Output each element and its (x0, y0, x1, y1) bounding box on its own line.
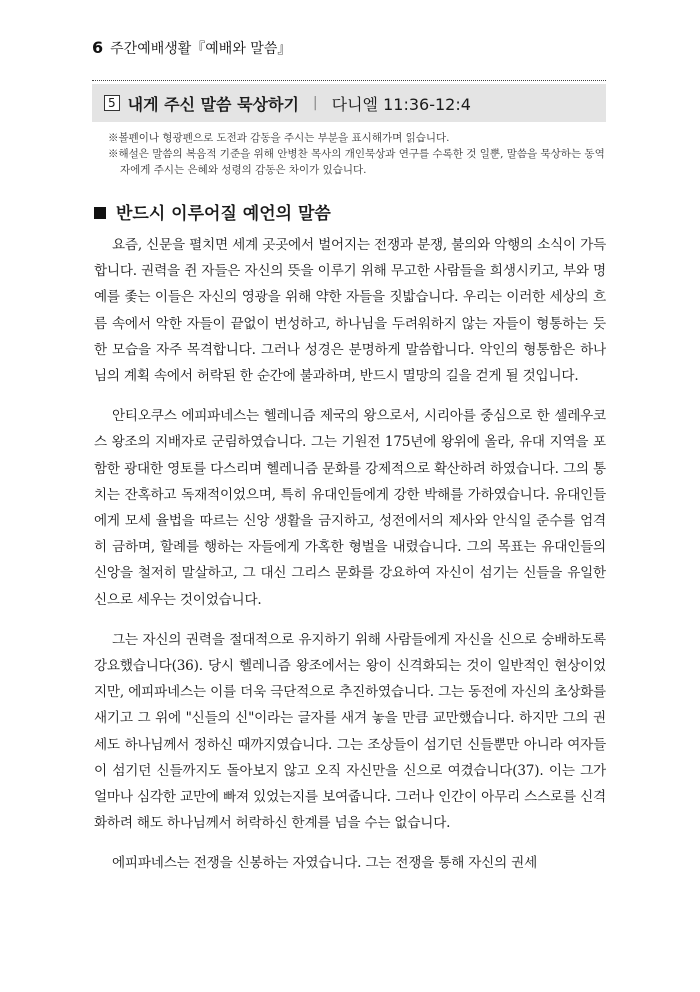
page-number: 6 (92, 38, 104, 57)
book-title: 주간예배생활『예배와 말씀』 (110, 41, 292, 57)
meditation-title-box (92, 84, 606, 122)
paragraph: 요즘, 신문을 펼치면 세계 곳곳에서 벌어지는 전쟁과 분쟁, 불의와 악행의 소식이 가득합니다. 권력을 쥔 자들은 자신의 뜻을 이루기 위해 무고한 사람들을 희생시키고, 부와 명예를 좇는 이들은 자신의 영광을 위해 약한 자들을 짓밟습니다. 우리는 이러한 세상의 흐름 속에서 악한 자들이 끝없이 번성하고, 하나님을 두려워하지 않는 자들이 형통하는 듯한 모습을 자주 목격합니다. 그러나 성경은 분명하게 말씀합니다. 악인의 형통함은 하나님의 계획 속에서 허락된 한 순간에 불과하며, 반드시 멸망의 길을 걷게 될 것입니다. (94, 237, 606, 385)
title-separator: | (312, 95, 318, 111)
body-text (94, 232, 606, 891)
running-header (92, 38, 291, 58)
meditation-title: 내게 주신 말씀 묵상하기 (127, 94, 299, 114)
section-heading-text: 반드시 이루어질 예언의 말씀 (116, 204, 331, 224)
reading-notes (108, 130, 608, 178)
note-item: ※해설은 말씀의 복음적 기준을 위해 안병찬 목사의 개인묵상과 연구를 수록한 것 일뿐, 말씀을 묵상하는 동역자에게 주시는 은혜와 성령의 감동은 차이가 있습니다. (108, 148, 605, 176)
scripture-passage: 다니엘 11:36-12:4 (331, 94, 471, 114)
paragraph: 그는 자신의 권력을 절대적으로 유지하기 위해 사람들에게 자신을 신으로 숭배하도록 강요했습니다(36). 당시 헬레니즘 왕조에서는 왕이 신격화되는 것이 일반적인 현상이었지만, 에피파네스는 이를 더욱 극단적으로 추진하였습니다. 그는 동전에 자신의 초상화를 새기고 그 위에 "신들의 신"이라는 글자를 새겨 놓을 만큼 교만했습니다. 하지만 그의 권세도 하나님께서 정하신 때까지였습니다. 그는 조상들이 섬기던 신들뿐만 아니라 여자들이 섬기던 신들까지도 돌아보지 않고 오직 자신만을 신으로 여겼습니다(37). 이는 그가 얼마나 심각한 교만에 빠져 있었는지를 보여줍니다. 그러나 인간이 아무리 스스로를 신격화하려 해도 하나님께서 허락하신 한계를 넘을 수는 없습니다. (94, 631, 606, 832)
paragraph: 에피파네스는 전쟁을 신봉하는 자였습니다. 그는 전쟁을 통해 자신의 권세 (112, 855, 538, 872)
note-item: ※볼펜이나 형광펜으로 도전과 감동을 주시는 부분을 표시해가며 읽습니다. (108, 132, 450, 144)
section-heading (94, 199, 331, 224)
square-bullet-icon (94, 207, 106, 219)
section-number-badge: 5 (104, 95, 120, 111)
paragraph: 안티오쿠스 에피파네스는 헬레니즘 제국의 왕으로서, 시리아를 중심으로 한 셀레우코스 왕조의 지배자로 군림하였습니다. 그는 기원전 175년에 왕위에 올라, 유대 지역을 포함한 광대한 영토를 다스리며 헬레니즘 문화를 강제적으로 확산하려 하였습니다. 그의 통치는 잔혹하고 독재적이었으며, 특히 유대인들에게 강한 박해를 가하였습니다. 유대인들에게 모세 율법을 따르는 신앙 생활을 금지하고, 성전에서의 제사와 안식일 준수를 엄격히 금하며, 할례를 행하는 자들에게 가혹한 형벌을 내렸습니다. 그의 목표는 유대인들의 신앙을 철저히 말살하고, 그 대신 그리스 문화를 강요하여 자신이 섬기는 신들을 유일한 신으로 세우는 것이었습니다. (94, 408, 606, 608)
dotted-divider (92, 80, 606, 81)
